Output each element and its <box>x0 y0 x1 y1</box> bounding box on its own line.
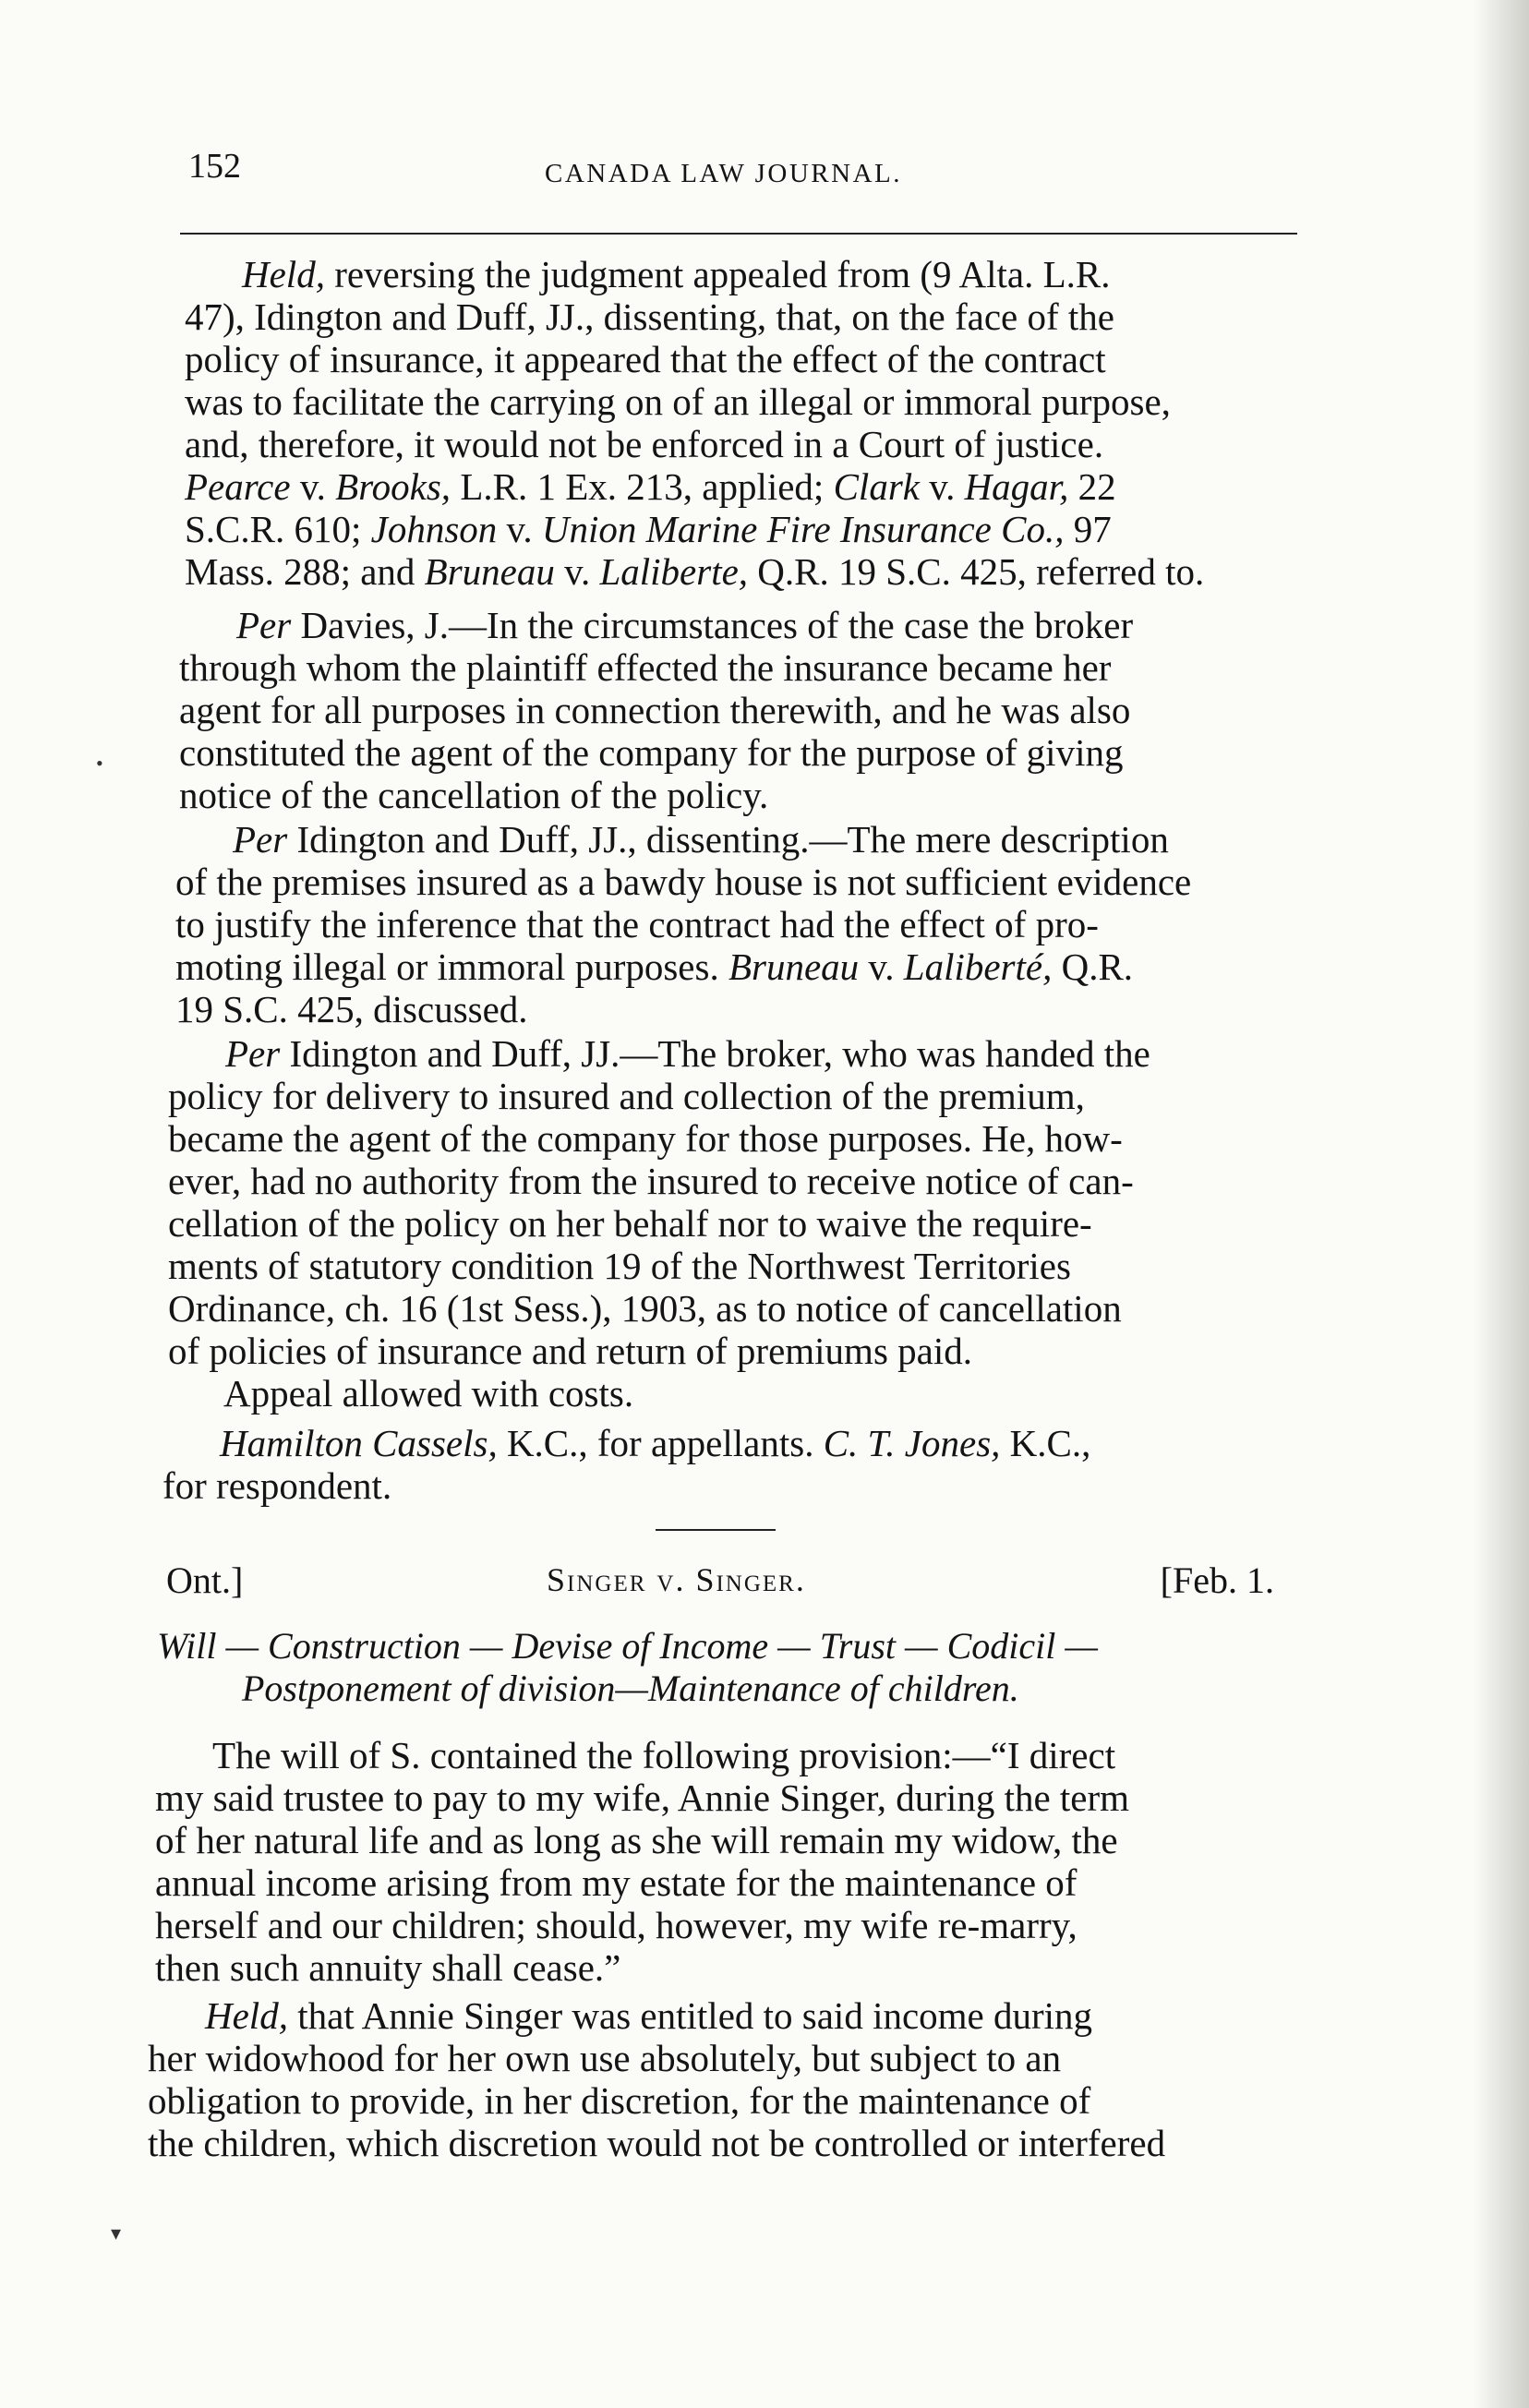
italic-text: Clark <box>833 465 920 508</box>
catchwords-line: Will — Construction — Devise of Income — Trust — Codicil — <box>157 1625 1098 1667</box>
text-line <box>168 1032 1285 1075</box>
text-line <box>185 295 1306 338</box>
text-run: 47), Idington and Duff, JJ., dissenting, that, on the face of the <box>185 295 1114 338</box>
text-run: agent for all purposes in connection therewith, and he was also <box>179 689 1131 731</box>
text-run: of the premises insured as a bawdy house is not sufficient evidence <box>175 861 1192 903</box>
paragraph-counsel <box>163 1422 1280 1507</box>
paragraph-per-davies <box>179 604 1299 816</box>
case-heading <box>166 1559 1274 1605</box>
text-line <box>155 1776 1270 1819</box>
italic-text: Per <box>225 1032 281 1075</box>
text-line <box>185 465 1306 508</box>
italic-text: Johnson <box>370 508 498 550</box>
text-run: v. <box>497 508 542 550</box>
text-run: Idington and Duff, JJ., dissenting.—The mere description <box>287 818 1169 861</box>
header-rule <box>180 233 1297 235</box>
text-line <box>155 1904 1270 1946</box>
text-run: v. <box>919 465 965 508</box>
text-line <box>185 338 1306 380</box>
italic-text: Hamilton Cassels, <box>220 1422 498 1464</box>
italic-text: Bruneau <box>728 945 860 988</box>
text-line <box>185 253 1306 295</box>
text-run: the children, which discretion would not be controlled or interfered <box>148 2122 1166 2164</box>
text-run: constituted the agent of the company for the purpose of giving <box>179 731 1124 774</box>
text-line <box>168 1287 1285 1330</box>
text-run: was to facilitate the carrying on of an illegal or immoral purpose, <box>185 380 1171 423</box>
text-run: Mass. 288; and <box>185 550 425 593</box>
case-date: [Feb. 1. <box>1160 1559 1274 1601</box>
text-line <box>175 818 1294 861</box>
text-line <box>168 1160 1285 1202</box>
italic-text: Laliberte, <box>599 550 749 593</box>
text-line <box>179 774 1299 816</box>
text-run: obligation to provide, in her discretion, for the maintenance of <box>148 2079 1091 2122</box>
text-run: notice of the cancellation of the policy. <box>179 774 769 816</box>
stray-mark: ▾ <box>111 2221 122 2245</box>
text-run: v. <box>554 550 600 593</box>
text-line <box>168 1330 1285 1372</box>
text-run: ments of statutory condition 19 of the Northwest Territories <box>168 1245 1071 1287</box>
catchwords <box>157 1625 1098 1710</box>
page-number: 152 <box>188 147 241 186</box>
text-run: K.C., <box>1000 1422 1091 1464</box>
text-line <box>148 2037 1263 2079</box>
italic-text: C. T. Jones, <box>823 1422 1001 1464</box>
text-line <box>179 689 1299 731</box>
paragraph-per-idington-duff-dissenting <box>175 818 1294 1030</box>
text-run: 22 <box>1068 465 1116 508</box>
text-run: her widowhood for her own use absolutely, but subject to an <box>148 2037 1062 2079</box>
text-run: 19 S.C. 425, discussed. <box>175 988 528 1030</box>
paragraph-held-singer <box>148 1994 1263 2164</box>
text-line <box>185 550 1306 593</box>
text-run: policy of insurance, it appeared that the effect of the contract <box>185 338 1106 380</box>
text-run: moting illegal or immoral purposes. <box>175 945 728 988</box>
text-run: L.R. 1 Ex. 213, applied; <box>451 465 834 508</box>
section-separator <box>656 1529 776 1531</box>
italic-text: Held, <box>242 253 325 295</box>
case-title: Singer v. Singer. <box>547 1561 806 1598</box>
text-run: S.C.R. 610; <box>185 508 371 550</box>
catchwords-line: Postponement of division—Maintenance of children. <box>242 1668 1019 1709</box>
text-line <box>175 945 1294 988</box>
text-line <box>175 903 1294 945</box>
text-run: K.C., for appellants. <box>497 1422 824 1464</box>
text-line <box>185 380 1306 423</box>
text-line <box>148 1994 1263 2037</box>
text-run: and, therefore, it would not be enforced in a Court of justice. <box>185 423 1104 465</box>
text-run: Idington and Duff, JJ.—The broker, who was handed the <box>280 1032 1150 1075</box>
text-run: v. <box>290 465 336 508</box>
text-run: ever, had no authority from the insured to receive notice of can- <box>168 1160 1134 1202</box>
text-run: Q.R. 19 S.C. 425, referred to. <box>748 550 1205 593</box>
court-label: Ont.] <box>166 1559 244 1601</box>
text-run: herself and our children; should, however, my wife re-marry, <box>155 1904 1078 1946</box>
text-line <box>155 1861 1270 1904</box>
text-line <box>148 2122 1263 2164</box>
text-run: Appeal allowed with costs. <box>223 1372 634 1415</box>
text-line <box>148 2079 1263 2122</box>
text-run: my said trustee to pay to my wife, Annie Singer, during the term <box>155 1776 1130 1819</box>
text-run: for respondent. <box>163 1464 392 1507</box>
text-line <box>168 1202 1285 1245</box>
text-line <box>163 1464 1280 1507</box>
text-run: Davies, J.—In the circumstances of the case the broker <box>291 604 1134 646</box>
text-run: then such annuity shall cease.” <box>155 1946 621 1989</box>
paragraph-held <box>185 253 1306 593</box>
text-line <box>179 646 1299 689</box>
text-line <box>185 508 1306 550</box>
paragraph-will-provision <box>155 1734 1270 1989</box>
italic-text: Per <box>233 818 288 861</box>
text-run: Ordinance, ch. 16 (1st Sess.), 1903, as to notice of cancellation <box>168 1287 1122 1330</box>
text-run: Q.R. <box>1052 945 1134 988</box>
text-run: of her natural life and as long as she will remain my widow, the <box>155 1819 1118 1861</box>
text-line <box>168 1075 1285 1117</box>
text-run: that Annie Singer was entitled to said income during <box>287 1994 1093 2037</box>
text-line <box>166 1372 1283 1415</box>
italic-text: Union Marine Fire Insurance Co., <box>541 508 1065 550</box>
text-run: v. <box>859 945 904 988</box>
italic-text: Held, <box>205 1994 288 2037</box>
text-run: to justify the inference that the contract had the effect of pro- <box>175 903 1099 945</box>
italic-text: Pearce <box>185 465 291 508</box>
text-line <box>168 1245 1285 1287</box>
text-line <box>155 1946 1270 1989</box>
text-run: through whom the plaintiff effected the insurance became her <box>179 646 1112 689</box>
text-line <box>175 988 1294 1030</box>
text-line <box>179 604 1299 646</box>
text-line <box>168 1117 1285 1160</box>
italic-text: Bruneau <box>424 550 555 593</box>
page-binding-edge <box>1474 0 1529 2408</box>
text-run: cellation of the policy on her behalf nor to waive the require- <box>168 1202 1092 1245</box>
text-line <box>155 1734 1270 1776</box>
italic-text: Laliberté, <box>903 945 1053 988</box>
italic-text: Per <box>236 604 292 646</box>
text-line <box>163 1422 1280 1464</box>
italic-text: Hagar, <box>964 465 1069 508</box>
text-run: 97 <box>1064 508 1112 550</box>
text-run: annual income arising from my estate for the maintenance of <box>155 1861 1078 1904</box>
paragraph-per-idington-duff <box>168 1032 1285 1372</box>
text-run: of policies of insurance and return of premiums paid. <box>168 1330 972 1372</box>
text-run: The will of S. contained the following provision:—“I direct <box>212 1734 1116 1776</box>
italic-text: Brooks, <box>335 465 451 508</box>
paragraph-disposition <box>166 1372 1283 1415</box>
text-line <box>155 1819 1270 1861</box>
text-run: reversing the judgment appealed from (9 Alta. L.R. <box>324 253 1111 295</box>
text-line <box>179 731 1299 774</box>
text-line <box>175 861 1294 903</box>
running-head: CANADA LAW JOURNAL. <box>545 159 903 188</box>
text-line <box>185 423 1306 465</box>
stray-mark: • <box>96 752 103 775</box>
text-run: policy for delivery to insured and collection of the premium, <box>168 1075 1085 1117</box>
text-run: became the agent of the company for those purposes. He, how- <box>168 1117 1123 1160</box>
